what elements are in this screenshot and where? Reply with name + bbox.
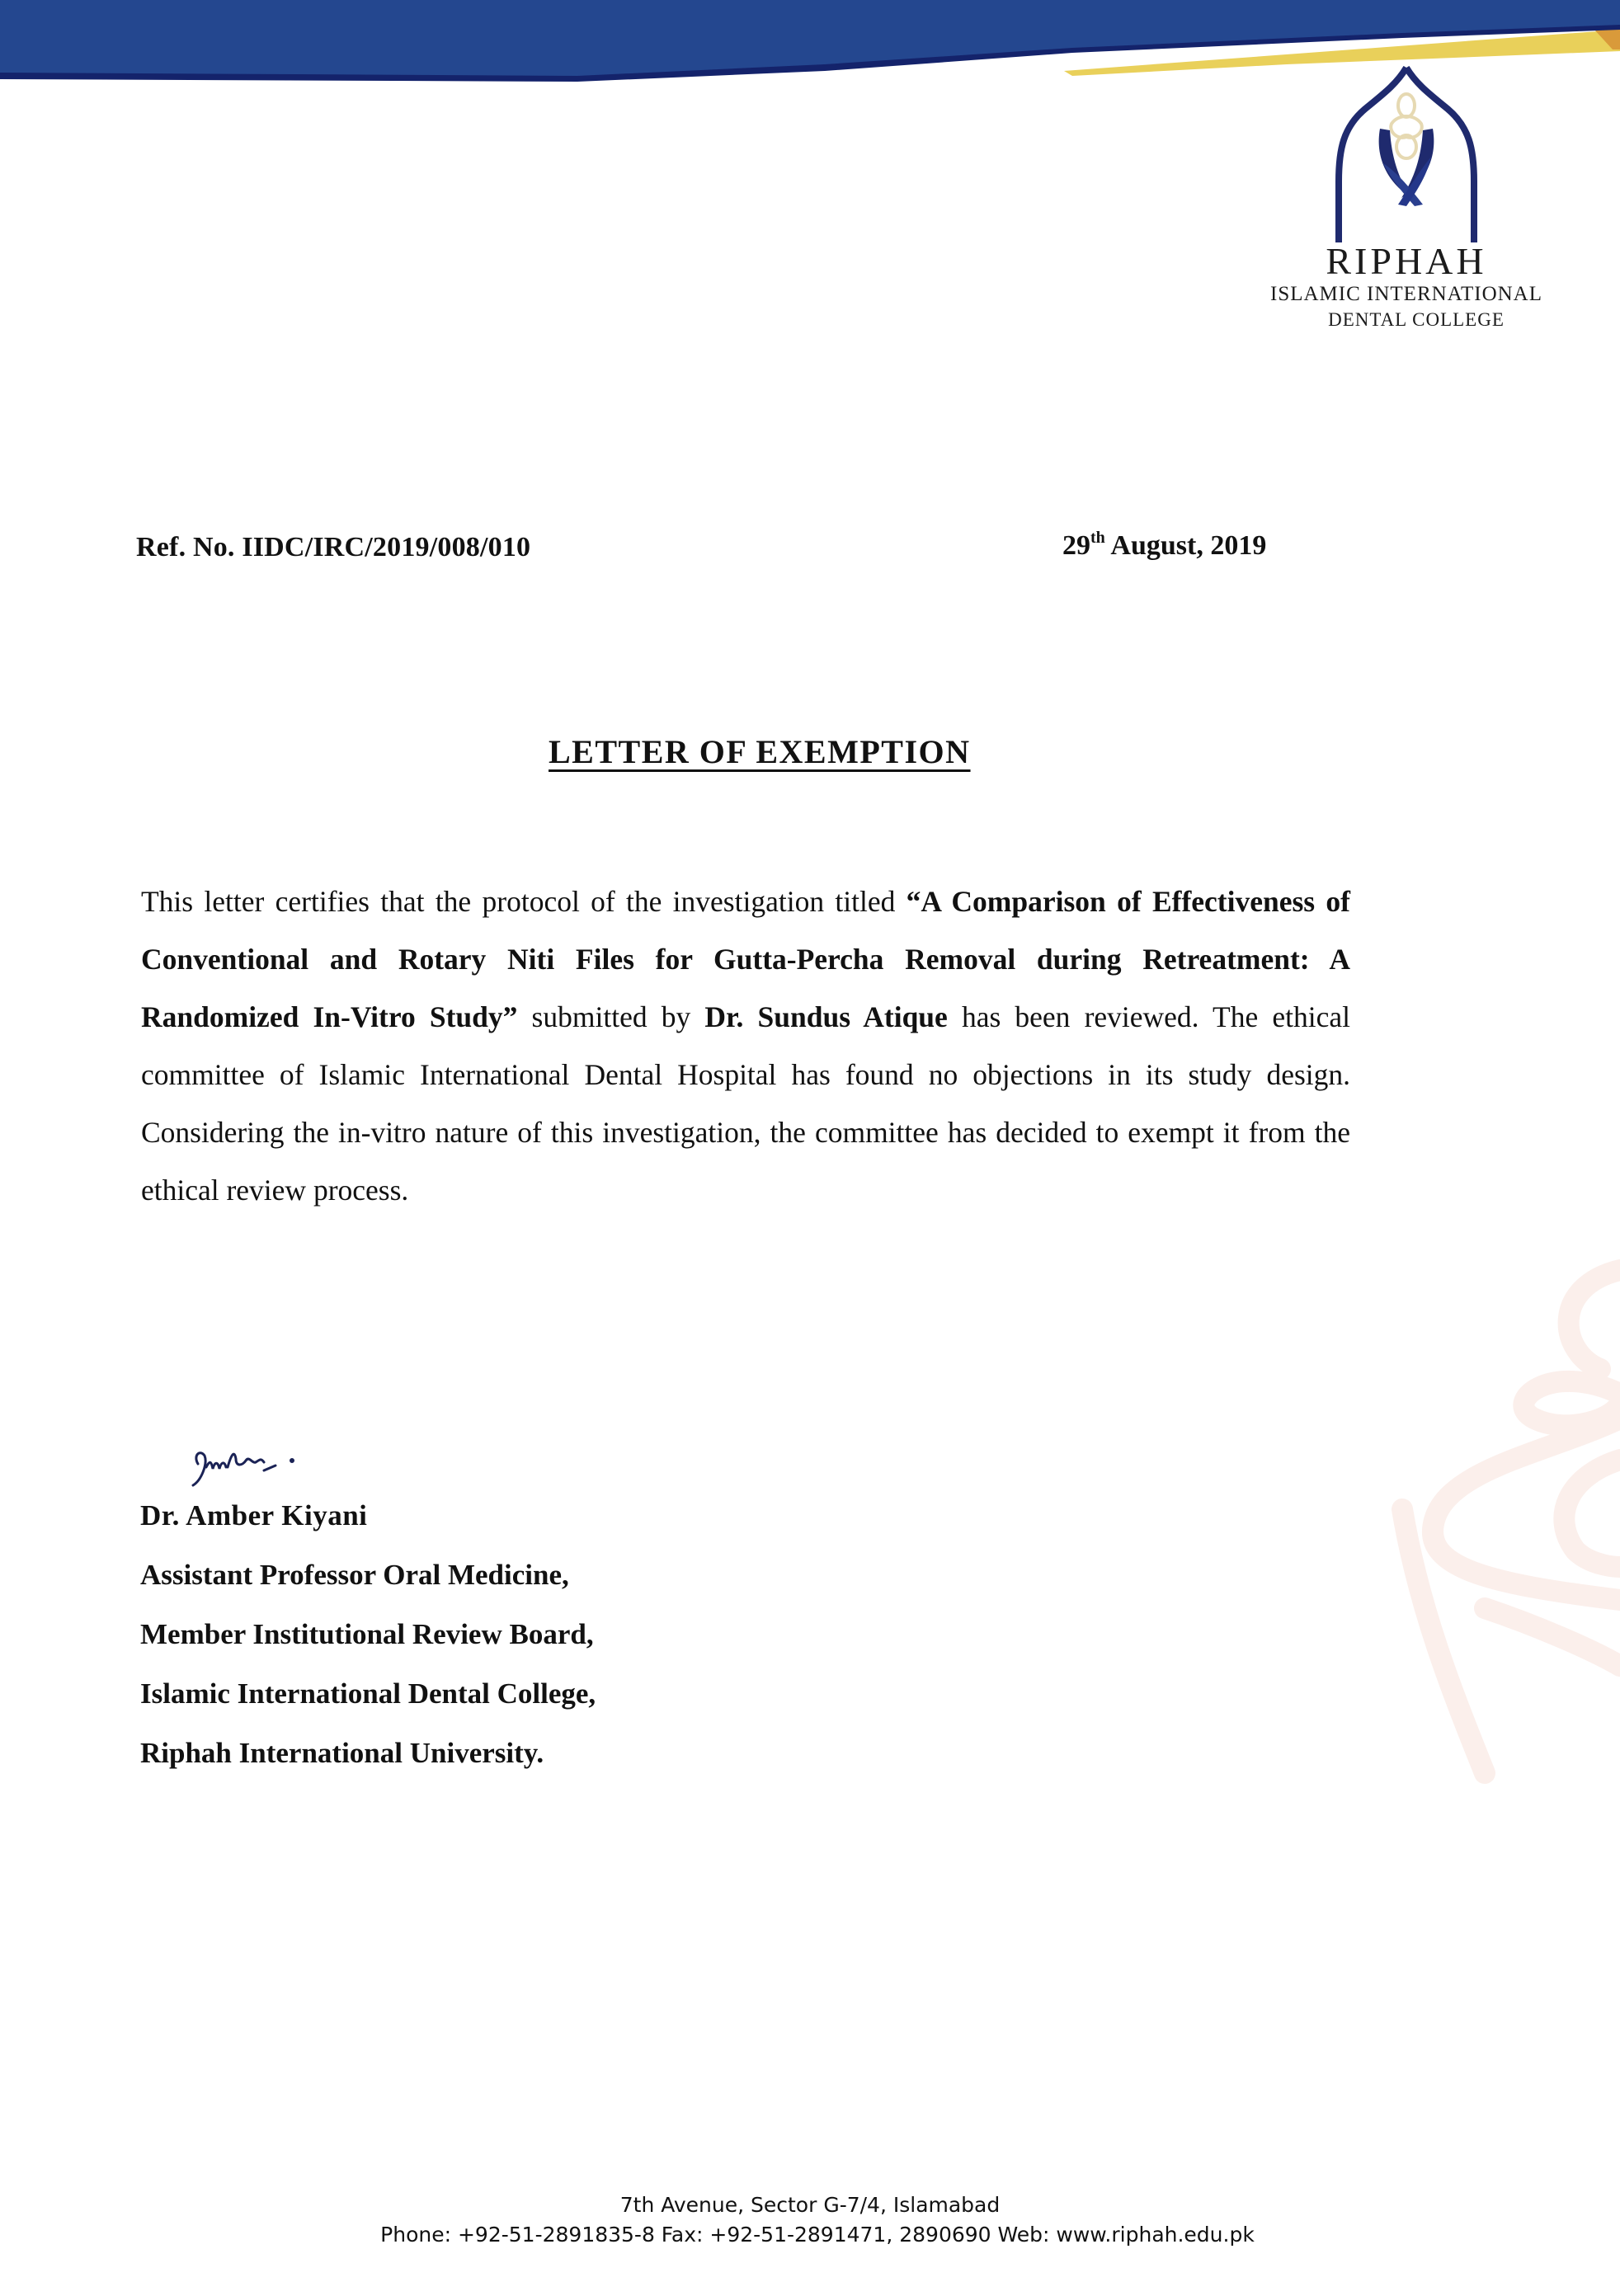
body-intro: This letter certifies that the protocol of the investigation titled (141, 885, 907, 918)
letter-body (141, 873, 1350, 1219)
signatory-designation: Assistant Professor Oral Medicine, (140, 1559, 569, 1591)
signatory-board: Member Institutional Review Board, (140, 1618, 594, 1650)
footer-address: 7th Avenue, Sector G-7/4, Islamabad (619, 2193, 1001, 2217)
institution-line-2: DENTAL COLLEGE (1328, 309, 1505, 330)
college-logo (1241, 66, 1571, 346)
signatory-block (140, 1486, 596, 1783)
reference-number: Ref. No. IIDC/IRC/2019/008/010 (136, 532, 531, 562)
footer-contact: Phone: +92-51-2891835-8 Fax: +92-51-2891471, 2890690 Web: www.riphah.edu.pk (380, 2223, 1255, 2247)
body-conclusion: has been reviewed. The ethical committee of Islamic International Dental Hospital has found no objections in its study design. Considering the in-vitro nature of this investigation, the committee has decided to exempt it from the ethical review process. (141, 1000, 1350, 1207)
signatory-university: Riphah International University. (140, 1737, 544, 1769)
date-suffix: th (1090, 529, 1105, 547)
signatory-college: Islamic International Dental College, (140, 1677, 596, 1710)
investigator-name: Dr. Sundus Atique (704, 1000, 948, 1033)
study-title: “A Comparison of Effectiveness of Conventional and Rotary Niti Files for Gutta-Percha Removal during Retreatment: A Randomized In-Vitro Study” (141, 885, 1351, 1033)
date-day: 29 (1062, 530, 1090, 561)
signatory-name: Dr. Amber Kiyani (140, 1499, 368, 1531)
riphah-arch-hands-logo-icon (1332, 66, 1481, 247)
date-month-year: August, 2019 (1110, 530, 1267, 561)
letterhead-footer (0, 2190, 1620, 2250)
institution-short-name: RIPHAH (1326, 240, 1487, 282)
letter-date (1062, 530, 1266, 562)
institution-line-1: ISLAMIC INTERNATIONAL (1270, 283, 1542, 305)
letter-title: LETTER OF EXEMPTION (549, 733, 971, 770)
body-submitted-by: submitted by (517, 1000, 705, 1033)
